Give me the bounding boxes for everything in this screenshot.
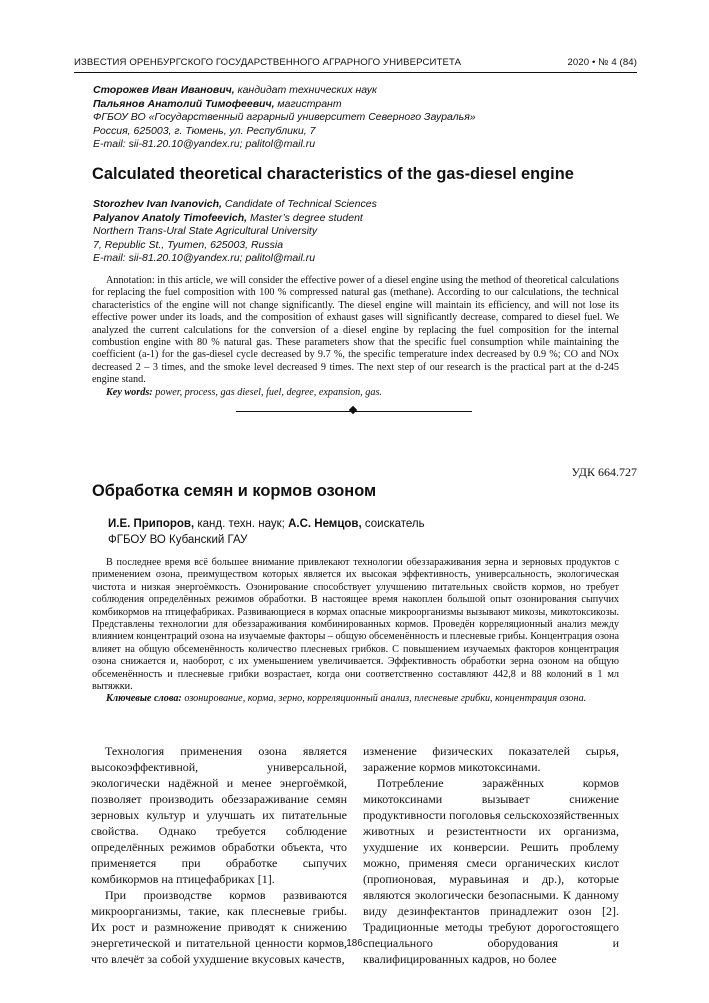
russian-keywords: Ключевые слова: озонирование, корма, зерно, корреляционный анализ, плесневые грибки, концентрация озона.: [106, 693, 587, 705]
english-article-title: Calculated theoretical characteristics of the gas-diesel engine: [92, 165, 574, 183]
ru-email: E-mail: sii-81.20.10@yandex.ru; palitol@mail.ru: [93, 138, 316, 151]
section-divider: [236, 407, 472, 415]
authors-line: И.Е. Припоров, канд. техн. наук; А.С. Немцов, соискатель: [108, 518, 425, 530]
ru-organization: ФГБОУ ВО «Государственный аграрный университет Северного Зауралья»: [93, 111, 476, 124]
en-email: E-mail: sii-81.20.10@yandex.ru; palitol@mail.ru: [93, 252, 316, 265]
article-title: Обработка семян и кормов озоном: [92, 482, 377, 500]
page-number: 186: [346, 938, 363, 949]
ru-address: Россия, 625003, г. Тюмень, ул. Республики, 7: [93, 124, 316, 137]
abstract-text: В последнее время всё большее внимание привлекают технологии обеззараживания зерна и зерновых продуктов с применением озона, преимуществом которых является их высокая эффективность, универсальность, экологическая чистота и низкая энергоёмкость. Озонирование способствует улучшению питательных свойств кормов, но требует соблюдения определённых режимов обработки. В настоящее время накоплен большой опыт озонирования сыпучих комбикормов на птицефабриках. Развивающиеся в кормах опасные микроорганизмы вызывают микозы, микотоксикозы. Представлены технологии для обеззараживания комбинированных кормов. Проведён корреляционный анализ между влиянием концентраций озона на изучаемые факторы – общую обсеменённость и плесневые грибы. Концентрация озона влияет на общую обсеменённость количество плесневых грибков. С повышением изучаемых факторов концентрация озона снижается и, наоборот, с их уменьшением увеличивается. Эффективность обработки зерна озоном на общую обсеменённость и плесневые грибки возрастает, когда они соответственно составляют 442,8 и 88 колоний в 1 мл вытяжки.: [92, 557, 619, 693]
body-paragraph: Технология применения озона является высокоэффективной, универсальной, экологически надёжной и менее энергоёмкой, позволяет производить обеззараживание семян зерновых культур и улучшать их питательные свойства. Однако требуется соблюдение определённых режимов обработки объекта, что применяется при обработке сыпучих комбикормов на птицефабриках [1].: [91, 744, 347, 886]
journal-name: ИЗВЕСТИЯ ОРЕНБУРГСКОГО ГОСУДАРСТВЕННОГО АГРАРНОГО УНИВЕРСИТЕТА: [74, 57, 462, 68]
body-paragraph: изменение физических показателей сырья, заражение кормов микотоксинами.: [363, 744, 619, 774]
en-author-1: Storozhev Ivan Ivanovich, Candidate of Technical Sciences: [93, 198, 377, 210]
body-column-right: [363, 743, 619, 967]
body-paragraph: Потребление заражённых кормов микотоксинами вызывает снижение продуктивности поголовья сельскохозяйственных животных и резистентности их организма, ухудшение их конверсии. Решить проблему можно, применяя смеси органических кислот (пропионовая, муравьиная и др.), которые являются экологически безопасными. К данному виду дезинфектантов принадлежит озон [2]. Традиционные методы требуют дорогостоящего специального оборудования и квалифицированных кадров, но более: [363, 776, 619, 966]
english-keywords: Key words: power, process, gas diesel, fuel, degree, expansion, gas.: [106, 386, 382, 398]
running-header: [74, 57, 637, 68]
udc-code: УДК 664.727: [571, 465, 637, 479]
en-organization: Northern Trans-Ural State Agricultural University: [93, 225, 318, 238]
issue-number: 2020 • № 4 (84): [567, 57, 637, 68]
header-rule: [74, 72, 637, 73]
annotation-text: Annotation: in this article, we will consider the effective power of a diesel engine using the method of theoretical calculations for replacing the fuel composition with 100 % compressed natural gas (methane). According to our calculations, the technical characteristics of the engine will not change significantly. The diesel engine will maintain its efficiency, and will not lose its effective power under its loads, and the composition of exhaust gases will significantly decrease, compared to diesel fuel. We analyzed the current calculations for the conversion of a diesel engine by replacing the fuel composition for the internal combustion engine with 80 % natural gas. These parameters show that the specific fuel consumption while maintaining the coefficient (a-1) for the gas-diesel cycle decreased by 9.7 %, the specific temperature index decreased by 0.9 %; CO and NOx decreased 2 – 3 times, and the smoke level decreased 9 times. The next step of our research is the practical part at the d-245 engine stand.: [92, 275, 619, 386]
ru-author-2: Пальянов Анатолий Тимофеевич, магистрант: [93, 97, 342, 110]
en-affiliation-block: [93, 198, 633, 266]
en-author-2: Palyanov Anatoly Timofeevich, Master’s degree student: [93, 211, 363, 224]
body-paragraph: При производстве кормов развиваются микроорганизмы, такие, как плесневые грибы. Их рост и размножение приводят к снижению энергетической и питательной ценности кормов, что влечёт за собой ухудшение вкусовых качеств,: [91, 888, 347, 966]
body-column-left: [91, 743, 347, 967]
russian-abstract: [92, 557, 619, 706]
authors-organization: ФГБОУ ВО Кубанский ГАУ: [108, 534, 248, 546]
ru-affiliation-block: [93, 84, 633, 152]
en-address: 7, Republic St., Tyumen, 625003, Russia: [93, 238, 284, 251]
english-annotation: [92, 275, 619, 399]
diamond-ornament-icon: [349, 406, 357, 414]
article-authors: [108, 516, 425, 548]
ru-author-1: Сторожев Иван Иванович, кандидат технических наук: [93, 84, 378, 96]
